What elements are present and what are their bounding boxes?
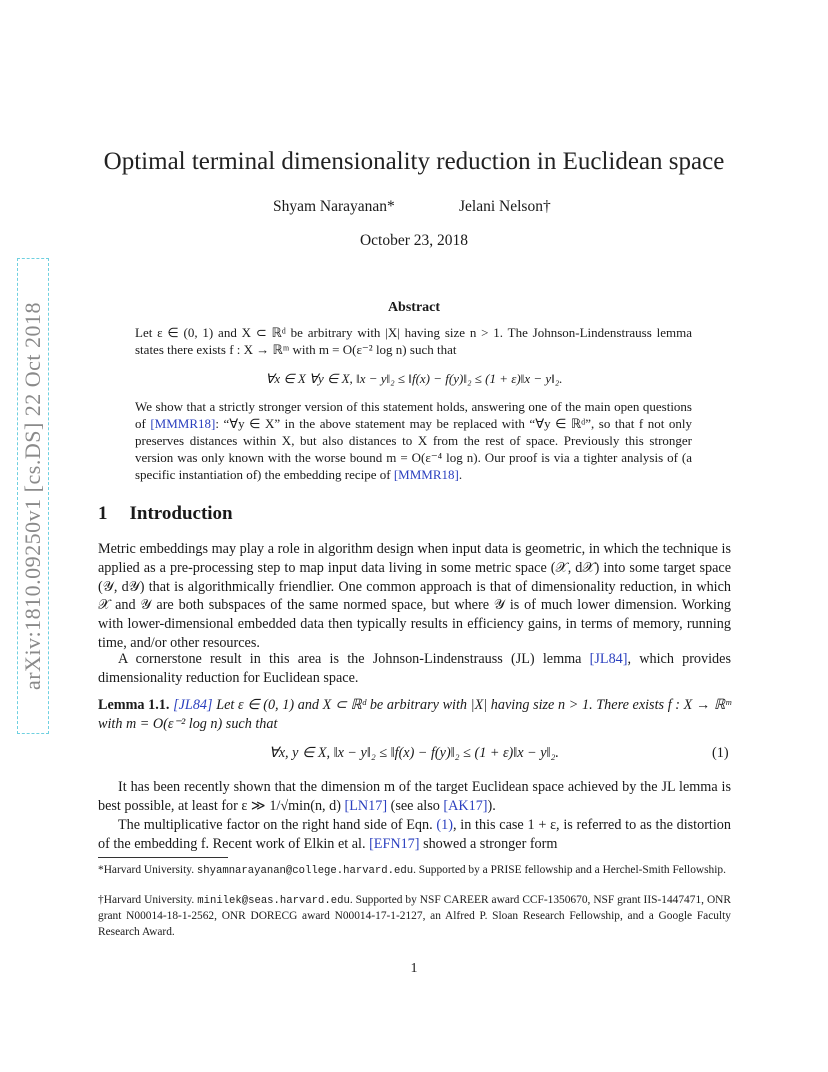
- abstract-heading: Abstract: [387, 300, 441, 315]
- citation-link[interactable]: [MMMR18]: [150, 416, 216, 431]
- footnote-1: [98, 863, 731, 879]
- intro-paragraph-2: [98, 650, 731, 688]
- section-title: Introduction: [129, 503, 233, 524]
- lemma-label: Lemma 1.1.: [98, 697, 170, 713]
- intro-paragraph-4: [98, 816, 731, 854]
- intro-paragraph-3: [98, 778, 731, 816]
- paper-title: Optimal terminal dimensionality reduction in Euclidean space: [103, 148, 725, 175]
- arxiv-identifier: arXiv:1810.09250v1 [cs.DS] 22 Oct 2018: [20, 301, 45, 691]
- abstract-text: .: [458, 467, 463, 482]
- page-number: 1: [410, 961, 418, 976]
- body-text: ).: [487, 797, 496, 814]
- abstract-equation: ∀x ∈ X ∀y ∈ X, ‖x − y‖₂ ≤ ‖f(x) − f(y)‖₂ ≤ (1 + ε)‖x − y‖₂.: [265, 371, 563, 386]
- lemma-statement: Let ε ∈ (0, 1) and X ⊂ ℝᵈ be arbitrary with |X| having size n > 1. There exists f : X → ℝᵐ with m = O(ε⁻² log n) such that: [98, 697, 732, 732]
- citation-link[interactable]: [LN17]: [344, 797, 388, 814]
- section-heading-introduction: [98, 503, 233, 525]
- body-text: A cornerstone result in this area is the Johnson-Lindenstrauss (JL) lemma: [118, 651, 590, 667]
- equation-reference-link[interactable]: (1): [436, 817, 453, 833]
- body-text: The multiplicative factor on the right hand side of Eqn.: [118, 817, 437, 833]
- body-text: showed a stronger form: [419, 835, 558, 852]
- abstract-paragraph-2: [135, 398, 692, 483]
- body-text: , in this case 1 + ε, is referred to as the distortion of the embedding f. Recent work of Elkin et al.: [98, 817, 731, 852]
- citation-link[interactable]: [JL84]: [589, 651, 628, 667]
- footnote-text: . Supported by a PRISE fellowship and a Herchel-Smith Fellowship.: [413, 864, 726, 876]
- footnote-text: *Harvard University.: [98, 864, 197, 876]
- arxiv-sidebar-stamp: [17, 258, 49, 734]
- equation-1-number: (1): [712, 745, 729, 761]
- abstract-paragraph-1: Let ε ∈ (0, 1) and X ⊂ ℝᵈ be arbitrary with |X| having size n > 1. The Johnson-Lindenstrauss lemma states there exists f : X → ℝᵐ with m = O(ε⁻² log n) such that: [135, 325, 692, 357]
- footnote-divider: [98, 857, 228, 858]
- footnote-2: [98, 893, 731, 940]
- intro-paragraph-1: Metric embeddings may play a role in algorithm design when input data is geometric, in which the technique is applied as a pre-processing step to map input data living in some metric space (𝒳, d𝒳) into some target space (𝒴, d𝒴) that is algorithmically friendlier. One common approach is that of dimensionality reduction, in which 𝒳 and 𝒴 are both subspaces of the same normed space, but where 𝒴 is of much lower dimension. Working with lower-dimensional embedded data then typically results in efficiency gains, in terms of memory, running time, and/or other resources.: [98, 541, 731, 651]
- body-text: , which provides dimensionality reduction for Euclidean space.: [98, 651, 731, 686]
- author-email: minilek@seas.harvard.edu: [197, 895, 350, 907]
- citation-link[interactable]: [MMMR18]: [393, 467, 459, 482]
- author-email: shyamnarayanan@college.harvard.edu: [196, 865, 414, 877]
- author-nelson: Jelani Nelson†: [459, 198, 551, 215]
- footnote-text: . Supported by NSF CAREER award CCF-1350670, NSF grant IIS-1447471, ONR grant N00014-18-1-2562, ONR DORECG award N00014-17-1-2127, an Alfred P. Sloan Research Fellowship, and a Google Faculty Research Award.: [98, 894, 731, 938]
- citation-link[interactable]: [EFN17]: [369, 835, 420, 852]
- footnote-text: †Harvard University.: [98, 894, 198, 906]
- abstract-text: : “∀y ∈ X” in the above statement may be replaced with “∀y ∈ ℝᵈ”, so that f not only preserves distances within X, but also distances to X from the rest of space. Previously this stronger version was only known with the worse bound m = O(ε⁻⁴ log n). Our proof is via a tighter analysis of (a specific instantiation of) the embedding recipe of: [135, 416, 692, 482]
- citation-link[interactable]: [AK17]: [443, 797, 488, 814]
- paper-date: October 23, 2018: [359, 232, 469, 249]
- author-narayanan: Shyam Narayanan*: [273, 198, 395, 215]
- body-text: (see also: [387, 797, 444, 814]
- body-text: It has been recently shown that the dimension m of the target Euclidean space achieved by the JL lemma is best possible, at least for ε ≫ 1/√min(n, d): [98, 779, 731, 814]
- section-number: 1: [98, 503, 108, 524]
- equation-1: ∀x, y ∈ X, ‖x − y‖₂ ≤ ‖f(x) − f(y)‖₂ ≤ (1 + ε)‖x − y‖₂.: [269, 745, 559, 761]
- citation-link[interactable]: [JL84]: [173, 697, 213, 713]
- lemma-1-1: [98, 696, 731, 734]
- abstract-text: We show that a strictly stronger version of this statement holds, answering one of the main open questions of: [135, 399, 692, 431]
